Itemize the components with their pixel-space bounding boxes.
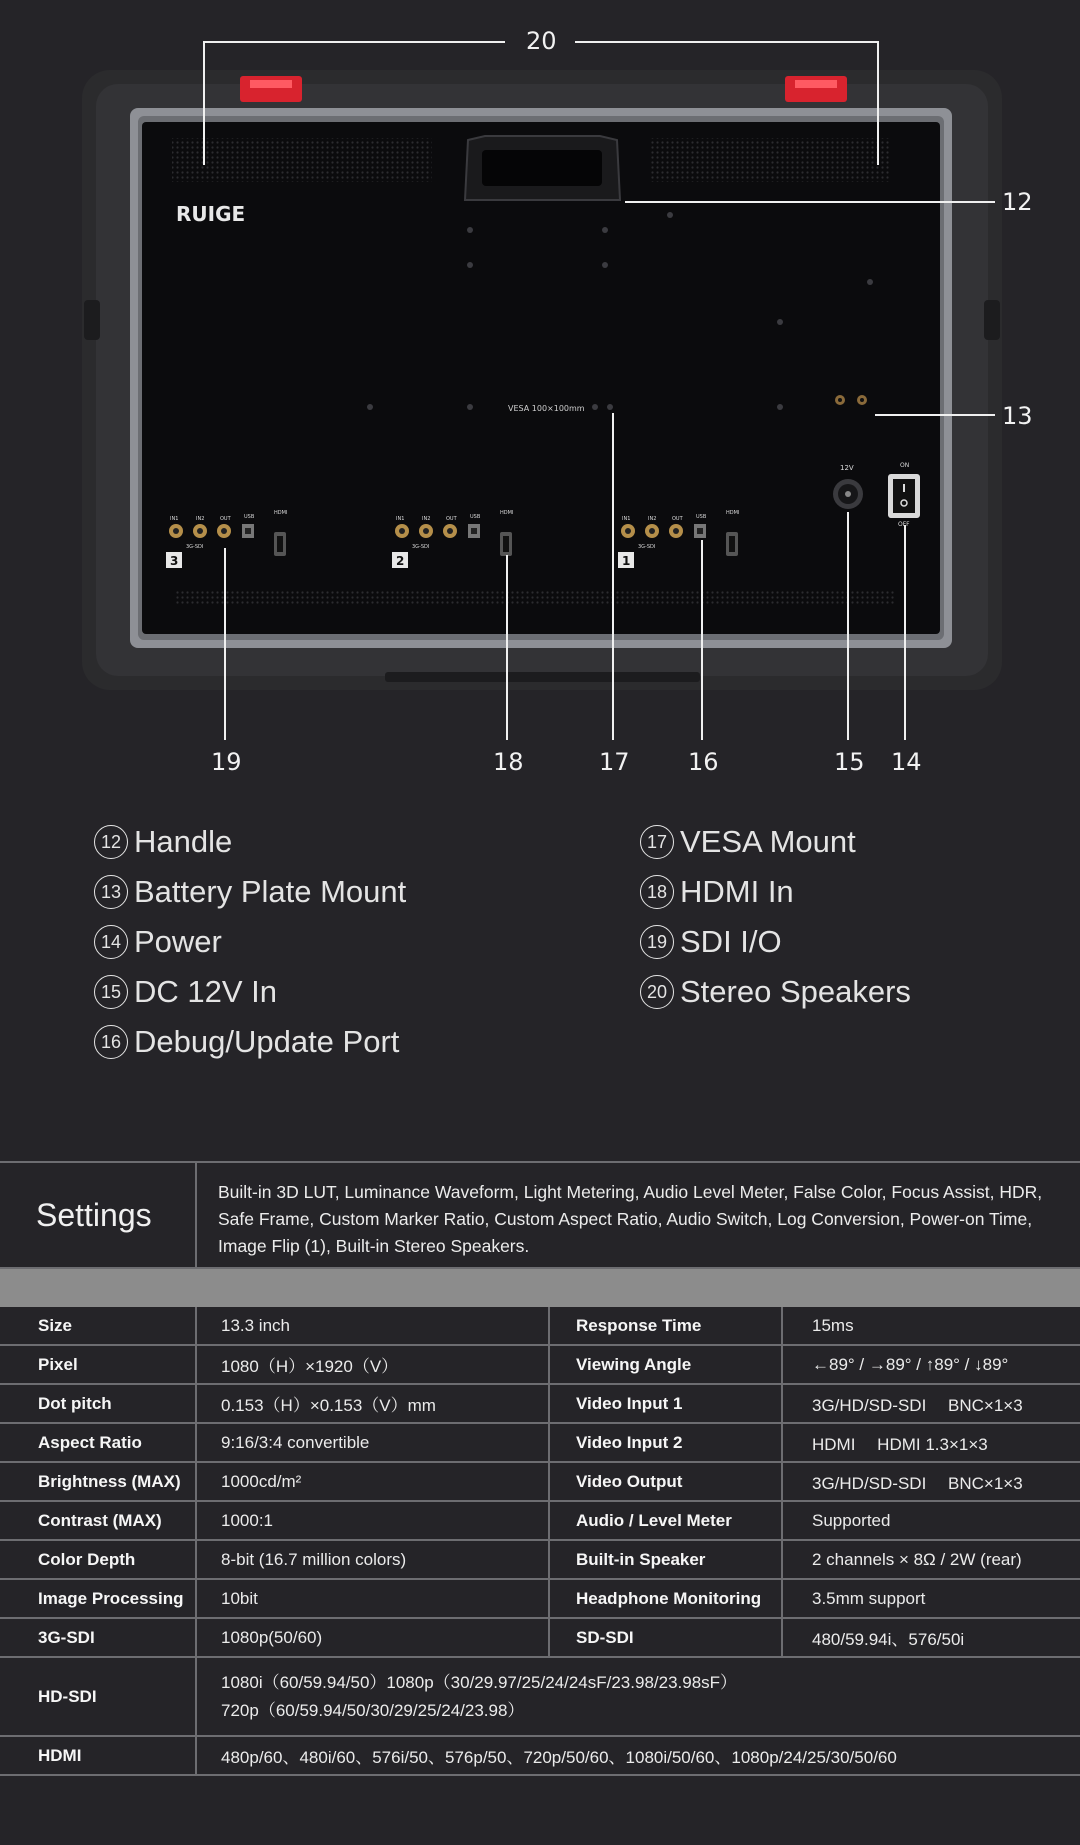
table-row (0, 1540, 1080, 1579)
legend-label: Handle (134, 824, 233, 859)
spec-key: Built-in Speaker (549, 1540, 782, 1579)
callout-12: 12 (1002, 188, 1033, 216)
spec-key: Video Input 2 (549, 1423, 782, 1462)
speaker-grille-left (172, 138, 432, 182)
spec-value: 10bit (196, 1579, 549, 1618)
svg-text:3: 3 (170, 554, 179, 568)
divider (195, 1163, 197, 1267)
left-latch (84, 300, 100, 340)
bottom-vent (175, 590, 895, 606)
svg-text:IN2: IN2 (196, 516, 205, 522)
legend-item-sdi-io (640, 924, 782, 960)
svg-text:ON: ON (900, 462, 910, 469)
spec-key: Size (0, 1307, 196, 1345)
callout-16: 16 (688, 748, 719, 776)
table-row (0, 1736, 1080, 1775)
legend-item-debug-port (94, 1024, 399, 1060)
table-row (0, 1501, 1080, 1540)
table-row (0, 1384, 1080, 1423)
callout-18: 18 (493, 748, 524, 776)
table-row (0, 1423, 1080, 1462)
spec-key: HD-SDI (0, 1657, 196, 1736)
svg-text:OUT: OUT (672, 516, 683, 522)
svg-text:USB: USB (244, 514, 255, 520)
spec-value: ←89° / →89° / ↑89° / ↓89° (782, 1345, 1080, 1384)
svg-text:1: 1 (622, 554, 631, 568)
legend-item-dc-in (94, 974, 277, 1010)
spec-value: 15ms (782, 1307, 1080, 1345)
right-red-clip (785, 76, 847, 102)
spec-value: 480p/60、480i/60、576i/50、576p/50、720p/50/60、1080i/50/60、1080p/24/25/30/50/60 (196, 1736, 1080, 1775)
svg-text:HDMI: HDMI (726, 510, 740, 516)
svg-text:IN1: IN1 (396, 516, 405, 522)
spec-key: Aspect Ratio (0, 1423, 196, 1462)
spec-key: Video Output (549, 1462, 782, 1501)
table-row (0, 1307, 1080, 1345)
spec-key: Viewing Angle (549, 1345, 782, 1384)
svg-text:IN1: IN1 (622, 516, 631, 522)
legend-number: 17 (640, 825, 674, 859)
spec-key: Response Time (549, 1307, 782, 1345)
legend-number: 20 (640, 975, 674, 1009)
svg-text:USB: USB (470, 514, 481, 520)
spec-value: 9:16/3:4 convertible (196, 1423, 549, 1462)
table-row (0, 1345, 1080, 1384)
legend-number: 16 (94, 1025, 128, 1059)
legend-label: Power (134, 924, 222, 959)
spec-value: 3.5mm support (782, 1579, 1080, 1618)
spec-key: Video Input 1 (549, 1384, 782, 1423)
spec-value: 2 channels × 8Ω / 2W (rear) (782, 1540, 1080, 1579)
legend-label: VESA Mount (680, 824, 856, 859)
svg-text:3G-SDI: 3G-SDI (186, 544, 204, 550)
spec-value: 0.153（H）×0.153（V）mm (196, 1384, 549, 1423)
legend-number: 18 (640, 875, 674, 909)
spec-value: 1000cd/m² (196, 1462, 549, 1501)
legend-label: DC 12V In (134, 974, 278, 1009)
spec-key: HDMI (0, 1736, 196, 1775)
monitor-rear-illustration (0, 0, 1080, 800)
spec-value: 1080p(50/60) (196, 1618, 549, 1657)
svg-text:IN2: IN2 (648, 516, 657, 522)
spec-value: 13.3 inch (196, 1307, 549, 1345)
spec-value: 480/59.94i、576/50i (782, 1618, 1080, 1657)
settings-section (0, 1161, 1080, 1269)
spec-key: Color Depth (0, 1540, 196, 1579)
case-bottom-foot (385, 672, 700, 682)
speaker-grille-right (650, 138, 890, 182)
spec-value-line: 720p（60/59.94/50/30/29/25/24/23.98） (221, 1700, 525, 1720)
svg-text:HDMI: HDMI (500, 510, 514, 516)
legend-item-vesa (640, 824, 856, 860)
svg-text:3G-SDI: 3G-SDI (412, 544, 430, 550)
spec-value: Supported (782, 1501, 1080, 1540)
spec-value (196, 1657, 1080, 1736)
spec-key: Audio / Level Meter (549, 1501, 782, 1540)
svg-text:IN1: IN1 (170, 516, 179, 522)
legend-label: SDI I/O (680, 924, 782, 959)
legend-label: Stereo Speakers (680, 974, 911, 1009)
table-row (0, 1618, 1080, 1657)
right-latch (984, 300, 1000, 340)
svg-text:2: 2 (396, 554, 405, 568)
callout-13: 13 (1002, 402, 1033, 430)
table-row (0, 1462, 1080, 1501)
section-divider-bar (0, 1269, 1080, 1307)
spec-key: 3G-SDI (0, 1618, 196, 1657)
spec-key: Image Processing (0, 1579, 196, 1618)
spec-key: Pixel (0, 1345, 196, 1384)
table-row (0, 1657, 1080, 1736)
legend-label: Debug/Update Port (134, 1024, 400, 1059)
legend-number: 19 (640, 925, 674, 959)
table-row (0, 1579, 1080, 1618)
callout-15: 15 (834, 748, 865, 776)
svg-text:12V: 12V (840, 464, 854, 472)
svg-text:OFF: OFF (898, 521, 910, 528)
legend-number: 13 (94, 875, 128, 909)
spec-value: 8-bit (16.7 million colors) (196, 1540, 549, 1579)
spec-value: 3G/HD/SD-SDI BNC×1×3 (782, 1384, 1080, 1423)
svg-text:HDMI: HDMI (274, 510, 288, 516)
left-red-clip (240, 76, 302, 102)
vesa-label: VESA 100×100mm (508, 404, 585, 413)
legend-number: 14 (94, 925, 128, 959)
spec-key: SD-SDI (549, 1618, 782, 1657)
spec-table (0, 1307, 1080, 1776)
legend-item-power (94, 924, 222, 960)
spec-value: 3G/HD/SD-SDI BNC×1×3 (782, 1462, 1080, 1501)
svg-text:OUT: OUT (220, 516, 231, 522)
spec-key: Headphone Monitoring (549, 1579, 782, 1618)
callout-20: 20 (526, 27, 557, 55)
legend-number: 12 (94, 825, 128, 859)
svg-text:OUT: OUT (446, 516, 457, 522)
callout-17: 17 (599, 748, 630, 776)
settings-text: Built-in 3D LUT, Luminance Waveform, Light Metering, Audio Level Meter, False Color, Focus Assist, HDR, Safe Frame, Custom Marker Ratio, Custom Aspect Ratio, Audio Switch, Log Conversion, Power-on Time, Image Flip (1), Built-in Stereo Speakers. (218, 1182, 1043, 1256)
spec-key: Brightness (MAX) (0, 1462, 196, 1501)
svg-text:3G-SDI: 3G-SDI (638, 544, 656, 550)
legend-item-battery-plate (94, 874, 406, 910)
legend-item-handle (94, 824, 232, 860)
spec-value-line: 1080i（60/59.94/50）1080p（30/29.97/25/24/24sF/23.98/23.98sF） (221, 1672, 738, 1692)
settings-label: Settings (36, 1197, 152, 1233)
spec-value: 1080（H）×1920（V） (196, 1345, 549, 1384)
legend-item-hdmi-in (640, 874, 794, 910)
legend-number: 15 (94, 975, 128, 1009)
legend-item-stereo-speakers (640, 974, 911, 1010)
spec-key: Contrast (MAX) (0, 1501, 196, 1540)
spec-key: Dot pitch (0, 1384, 196, 1423)
svg-text:IN2: IN2 (422, 516, 431, 522)
legend-label: Battery Plate Mount (134, 874, 407, 909)
callout-14: 14 (891, 748, 922, 776)
svg-text:USB: USB (696, 514, 707, 520)
spec-value: HDMI HDMI 1.3×1×3 (782, 1423, 1080, 1462)
legend-label: HDMI In (680, 874, 794, 909)
callout-19: 19 (211, 748, 242, 776)
spec-value: 1000:1 (196, 1501, 549, 1540)
brand-logo: RUIGE (176, 202, 246, 226)
